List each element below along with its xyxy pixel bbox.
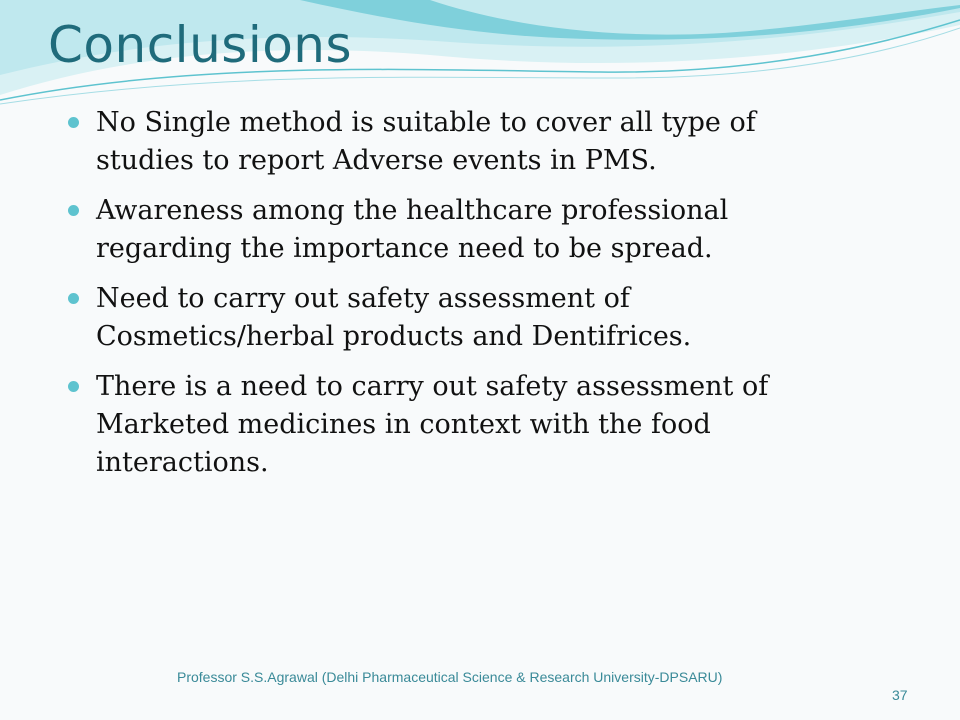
bullet-text: No Single method is suitable to cover all type of studies to report Adverse events in PMS. — [96, 107, 756, 176]
bullet-item — [68, 368, 828, 482]
slide-number: 37 — [892, 687, 908, 703]
bullet-list — [68, 104, 828, 494]
bullet-dot-icon — [68, 117, 79, 128]
slide-footer: Professor S.S.Agrawal (Delhi Pharmaceutical Science & Research University-DPSARU) — [177, 669, 723, 685]
bullet-item — [68, 104, 828, 180]
bullet-dot-icon — [68, 381, 79, 392]
bullet-dot-icon — [68, 293, 79, 304]
slide-title: Conclusions — [48, 16, 353, 74]
bullet-dot-icon — [68, 205, 79, 216]
bullet-item — [68, 280, 828, 356]
bullet-item — [68, 192, 828, 268]
bullet-text: Need to carry out safety assessment of Cosmetics/herbal products and Dentifrices. — [96, 283, 692, 352]
bullet-text: Awareness among the healthcare professional regarding the importance need to be spread. — [96, 195, 729, 264]
bullet-text: There is a need to carry out safety assessment of Marketed medicines in context with the food interactions. — [96, 371, 769, 478]
